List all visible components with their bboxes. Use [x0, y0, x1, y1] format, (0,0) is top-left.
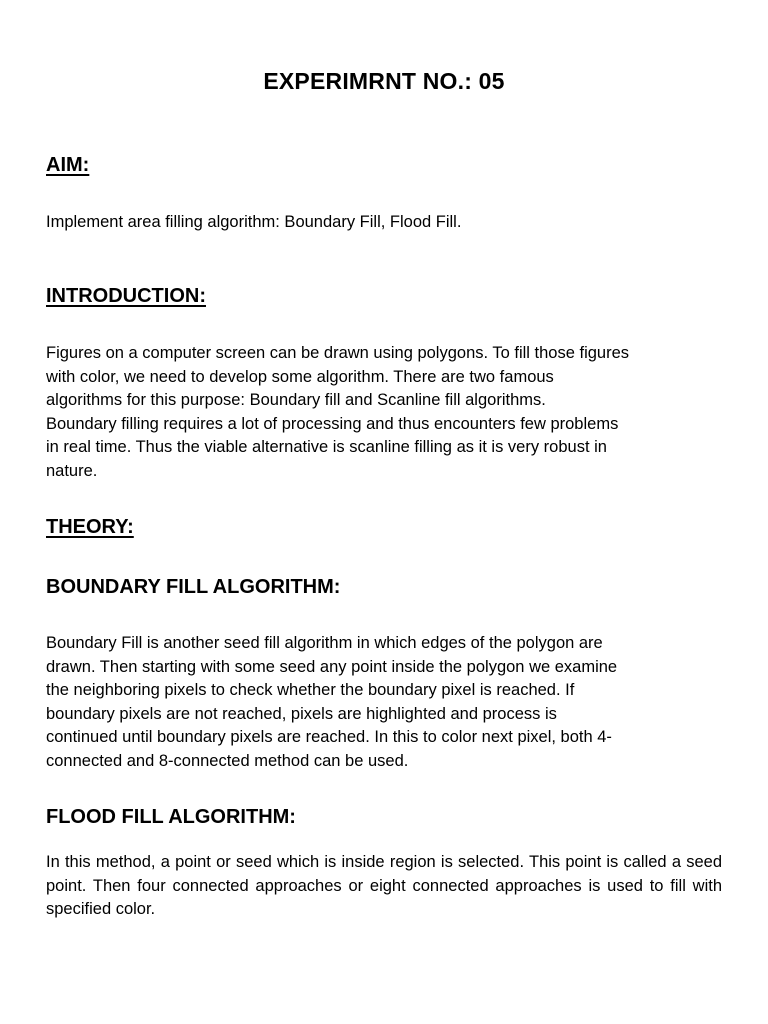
boundary-fill-line: continued until boundary pixels are reached. In this to color next pixel, both 4- [46, 728, 612, 747]
boundary-fill-paragraph [46, 632, 722, 774]
theory-heading: THEORY: [46, 516, 134, 538]
boundary-fill-heading: BOUNDARY FILL ALGORITHM: [46, 576, 341, 598]
introduction-heading: INTRODUCTION: [46, 285, 206, 307]
introduction-line: in real time. Thus the viable alternative is scanline filling as it is very robust in [46, 438, 607, 457]
introduction-line: algorithms for this purpose: Boundary fill and Scanline fill algorithms. [46, 391, 546, 410]
introduction-paragraph [46, 342, 722, 484]
flood-fill-paragraph: In this method, a point or seed which is inside region is selected. This point is called a seed point. Then four connected approaches or eight connected approaches is used to fill with specified color. [46, 853, 722, 919]
boundary-fill-line: drawn. Then starting with some seed any point inside the polygon we examine [46, 657, 618, 676]
document-title: EXPERIMRNT NO.: 05 [263, 68, 505, 94]
aim-text: Implement area filling algorithm: Boundary Fill, Flood Fill. [46, 213, 462, 231]
boundary-fill-line: Boundary Fill is another seed fill algorithm in which edges of the polygon are [46, 634, 603, 652]
introduction-line: with color, we need to develop some algorithm. There are two famous [46, 367, 554, 386]
boundary-fill-line: connected and 8-connected method can be used. [46, 751, 409, 770]
introduction-line: Figures on a computer screen can be drawn using polygons. To fill those figures [46, 344, 630, 362]
aim-heading: AIM: [46, 154, 90, 176]
boundary-fill-line: the neighboring pixels to check whether the boundary pixel is reached. If [46, 681, 575, 700]
boundary-fill-line: boundary pixels are not reached, pixels are highlighted and process is [46, 704, 557, 723]
introduction-line: nature. [46, 461, 98, 480]
flood-fill-heading: FLOOD FILL ALGORITHM: [46, 806, 296, 828]
introduction-line: Boundary filling requires a lot of processing and thus encounters few problems [46, 414, 619, 433]
